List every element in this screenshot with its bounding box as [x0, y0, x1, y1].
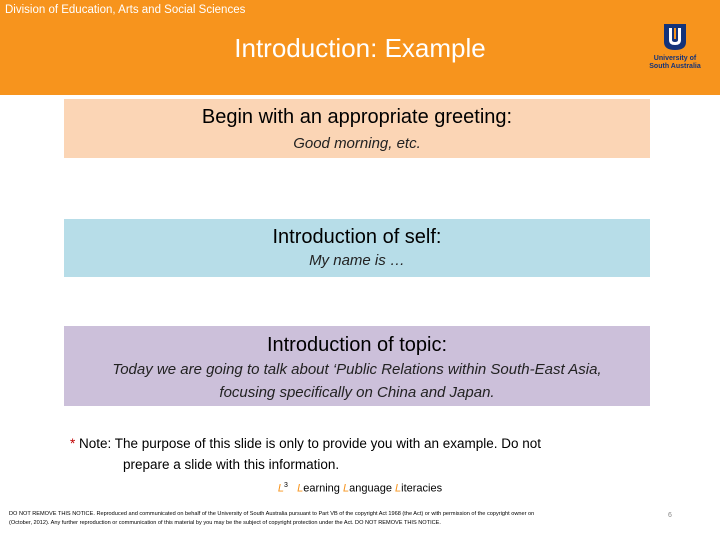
note-text-1: Note: The purpose of this slide is only to provide you with an example. Do not [75, 436, 542, 451]
tagline-language: anguage [349, 482, 395, 495]
tagline-language-initial: L [342, 482, 350, 495]
l3-tagline [0, 482, 720, 495]
topic-intro-example-line-1: Today we are going to talk about ‘Public Relations within South-East Asia, [112, 361, 602, 378]
division-label: Division of Education, Arts and Social Sciences [5, 4, 246, 16]
university-logo [640, 22, 710, 78]
copyright-line-1: DO NOT REMOVE THIS NOTICE. Reproduced and communicated on behalf of the University of South Australia pursuant to Part VB of the copyright Act 1968 (the Act) or with permission of the copyright owner on [9, 511, 535, 517]
logo-wordmark [640, 55, 710, 71]
tagline-l: L [277, 482, 285, 495]
tagline-learning: earning [303, 482, 343, 495]
note-line-1 [70, 433, 630, 454]
slide-title: Introduction: Example [234, 33, 486, 63]
tagline-learning-initial: L [297, 482, 304, 495]
copyright-notice [9, 510, 717, 528]
unisa-logo-icon [660, 22, 690, 52]
tagline-literacies-initial: L [395, 482, 402, 495]
greeting-example: Good morning, etc. [293, 135, 421, 152]
instruction-note [70, 433, 630, 475]
slide-header [0, 0, 720, 95]
tagline-literacies: iteracies [401, 482, 443, 495]
topic-intro-heading: Introduction of topic: [266, 334, 448, 356]
self-intro-box [64, 219, 650, 277]
greeting-heading: Begin with an appropriate greeting: [201, 106, 513, 128]
topic-intro-example-line-2: focusing specifically on China and Japan. [219, 384, 495, 401]
self-intro-example: My name is … [309, 252, 405, 269]
greeting-box [64, 99, 650, 158]
self-intro-heading: Introduction of self: [272, 226, 442, 248]
topic-intro-box [64, 326, 650, 406]
note-asterisk: * [70, 436, 76, 451]
logo-line-2: South Australia [649, 63, 701, 70]
slide-number: 6 [668, 512, 672, 519]
logo-line-1: University of [653, 55, 697, 62]
copyright-line-2: (October, 2012). Any further reproduction or communication of this material by you may be the subject of copyright protection under the Act. DO NOT REMOVE THIS NOTICE. [9, 520, 441, 526]
tagline-superscript: 3 [284, 482, 288, 489]
note-line-2: prepare a slide with this information. [123, 457, 340, 472]
